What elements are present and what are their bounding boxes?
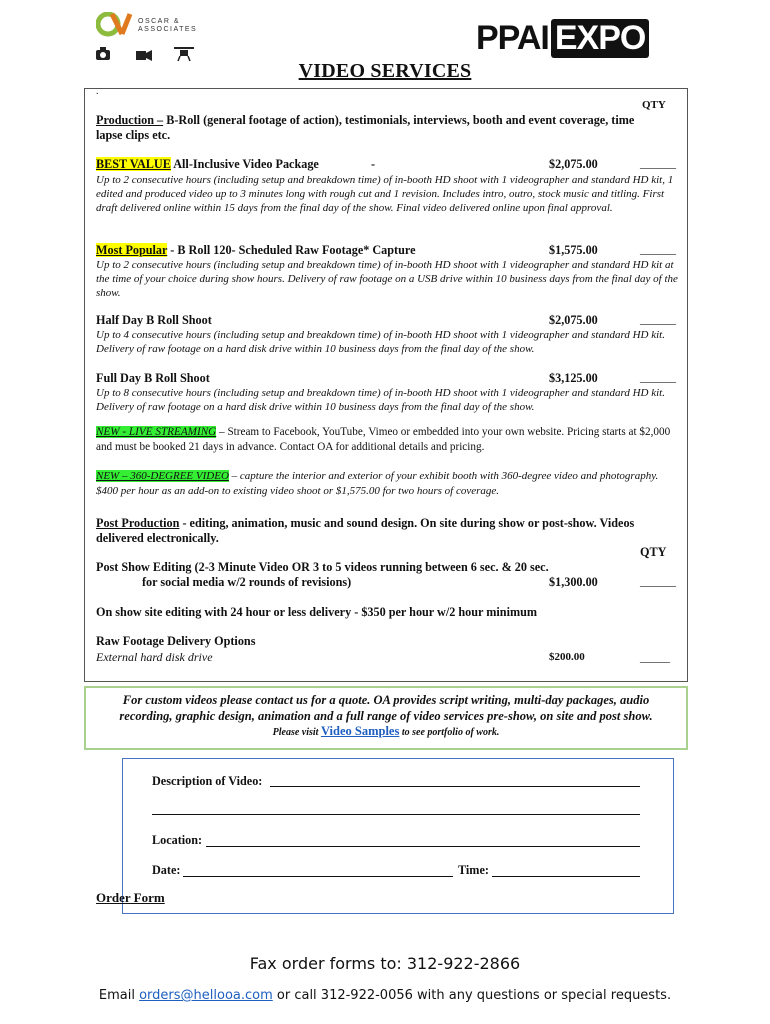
360-video-item (96, 469, 676, 499)
qty-blank[interactable]: ______ (640, 574, 676, 588)
video-samples-link[interactable]: Video Samples (320, 724, 400, 738)
best-value-badge: BEST VALUE (96, 157, 171, 171)
camera-icon (96, 47, 110, 60)
visit-pre: Please visit (272, 727, 321, 738)
date-field[interactable] (183, 876, 453, 877)
package-price: $1,575.00 (549, 243, 598, 257)
post-editing-price: $1,300.00 (549, 575, 598, 589)
email-link[interactable]: orders@hellooa.com (139, 988, 273, 1003)
package-name: - B Roll 120- Scheduled Raw Footage* Capture (167, 243, 416, 257)
description-field-line2[interactable] (152, 814, 640, 815)
email-pre: Email (98, 988, 140, 1003)
ppai-logo-text: PPAI (476, 18, 549, 57)
qty-header: QTY (642, 99, 666, 111)
stray-dot: . (96, 86, 99, 97)
email-post: or call 312-922-0056 with any questions or special requests. (272, 988, 672, 1003)
360-video-text: – capture the interior and exterior of your exhibit booth with 360-degree video and photography. $400 per hour as an add-on to existing video shoot or $1,575.00 for two hours of coverage. (96, 470, 659, 497)
raw-footage-price: $200.00 (549, 651, 585, 663)
package-price: $2,075.00 (549, 157, 598, 171)
onsite-editing: On show site editing with 24 hour or less delivery - $350 per hour w/2 hour minimum (96, 605, 538, 619)
description-label: Description of Video: (152, 774, 263, 788)
most-popular-badge: Most Popular (96, 243, 168, 257)
production-text: B-Roll (general footage of action), testimonials, interviews, booth and event coverage, time lapse clips etc. (96, 113, 635, 142)
post-editing-line1: Post Show Editing (2-3 Minute Video OR 3 to 5 videos running between 6 sec. & 20 sec. (96, 560, 549, 574)
package-price: $2,075.00 (549, 313, 598, 327)
description-field[interactable] (270, 786, 640, 787)
fax-line: Fax order forms to: 312-922-2866 (249, 954, 521, 973)
email-line (0, 988, 770, 1003)
oscar-associates-logo (96, 12, 216, 62)
live-streaming-item (96, 425, 676, 455)
qty-blank[interactable]: ______ (640, 156, 676, 170)
order-form-label: Order Form (96, 890, 165, 905)
page-title: VIDEO SERVICES (298, 60, 472, 82)
time-label: Time: (458, 863, 489, 877)
oa-logo-name-line2: ASSOCIATES (138, 26, 198, 33)
package-half-day: Half Day B Roll Shoot (96, 313, 212, 327)
qty-blank[interactable]: ______ (640, 312, 676, 326)
location-label: Location: (152, 833, 203, 847)
package-most-popular (96, 243, 415, 258)
package-dash: - (371, 157, 376, 171)
package-description: Up to 2 consecutive hours (including setup and breakdown time) of in-booth HD shoot with 1 videographer and standard HD kit at the time of your choice during show hours. Delivery of raw footage on a USB drive within 10 business days from the final day of the show. (96, 259, 678, 299)
post-production-heading (96, 516, 662, 546)
360-video-badge: NEW – 360-DEGREE VIDEO (96, 470, 229, 482)
expo-logo-text: EXPO (551, 19, 649, 58)
qty-header: QTY (640, 545, 667, 559)
qty-blank[interactable]: _____ (640, 650, 670, 664)
production-label: Production – (96, 113, 164, 127)
post-editing-line2: for social media w/2 rounds of revisions) (142, 575, 352, 589)
visit-samples-line (96, 724, 676, 739)
ppai-expo-logo (476, 17, 666, 59)
date-label: Date: (152, 863, 181, 877)
production-heading (96, 113, 662, 143)
raw-footage-title: Raw Footage Delivery Options (96, 634, 256, 648)
oa-logo-name-line1: OSCAR & (138, 18, 181, 25)
time-field[interactable] (492, 876, 640, 877)
custom-videos-text: For custom videos please contact us for a quote. OA provides script writing, multi-day packages, audio recording, graphic design, animation and a full range of video services pre-show, on site and post show. (119, 693, 653, 723)
qty-blank[interactable]: ______ (640, 370, 676, 384)
package-price: $3,125.00 (549, 371, 598, 385)
package-description: Up to 4 consecutive hours (including setup and breakdown time) of in-booth HD shoot with 1 videographer and standard HD kit. Delivery of raw footage on a hard disk drive within 10 business days from the final day of the show. (96, 329, 665, 355)
package-full-day: Full Day B Roll Shoot (96, 371, 210, 385)
qty-blank[interactable]: ______ (640, 242, 676, 256)
package-best-value (96, 157, 319, 172)
location-field[interactable] (206, 846, 640, 847)
oa-logo-name (138, 18, 197, 34)
package-name: All-Inclusive Video Package (170, 157, 319, 171)
package-description: Up to 8 consecutive hours (including setup and breakdown time) of in-booth HD shoot with 1 videographer and standard HD kit. Delivery of raw footage on a hard disk drive within 10 business days from the final day of the show. (96, 387, 665, 413)
post-production-label: Post Production (96, 516, 180, 530)
visit-post: to see portfolio of work. (399, 727, 500, 738)
raw-footage-item: External hard disk drive (96, 650, 213, 664)
package-description: Up to 2 consecutive hours (including setup and breakdown time) of in-booth HD shoot with 1 videographer and standard HD kit, 1 edited and produced video up to 3 minutes long with rough cut and 1 revision. Includes intro, outro, stock music and titling. First draft delivered online within 15 days from the final day of the show. Final video delivered online upon final approval. (96, 174, 674, 214)
post-production-text: - editing, animation, music and sound design. On site during show or post-show. Videos delivered electronically. (96, 516, 635, 545)
live-streaming-badge: NEW - LIVE STREAMING (96, 426, 217, 438)
live-streaming-text: – Stream to Facebook, YouTube, Vimeo or embedded into your own website. Pricing starts at $2,000 and must be booked 21 days in advance. Contact OA for additional details and pricing. (96, 426, 671, 453)
